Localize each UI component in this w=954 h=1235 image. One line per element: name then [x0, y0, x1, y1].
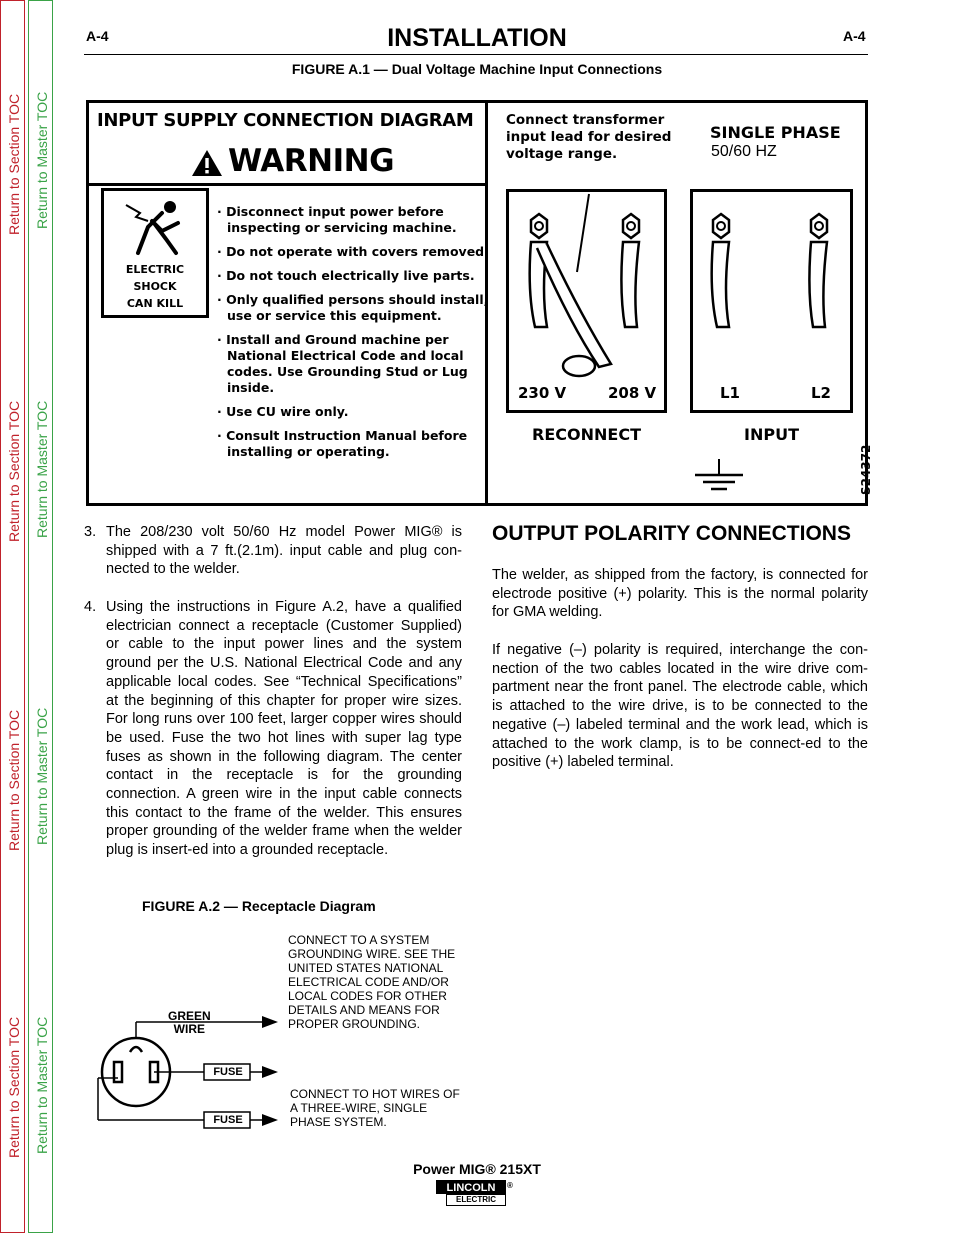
return-to-master-toc-link[interactable]: Return to Master TOC	[34, 707, 50, 845]
electric-shock-box	[101, 188, 209, 318]
warning-item: · Use CU wire only.	[217, 404, 349, 419]
return-to-section-toc-link[interactable]: Return to Section TOC	[6, 709, 22, 851]
warning-triangle-icon	[191, 149, 223, 177]
reconnect-230v-label: 230 V	[518, 384, 567, 402]
product-name: Power MIG® 215XT	[413, 1161, 541, 1177]
page-number-left: A-4	[86, 28, 109, 44]
return-to-section-toc-link[interactable]: Return to Section TOC	[6, 1016, 22, 1158]
step-number: 3.	[84, 524, 97, 540]
return-to-master-toc-link[interactable]: Return to Master TOC	[34, 1016, 50, 1154]
input-l2-label: L2	[811, 384, 831, 402]
shock-label-line: CAN KILL	[126, 297, 184, 310]
page-number-right: A-4	[843, 28, 866, 44]
lincoln-electric-logo	[436, 1180, 514, 1208]
warning-item: · Consult Instruction Manual before installing or operating.	[217, 428, 468, 459]
figure-a2-caption: FIGURE A.2 — Receptacle Diagram	[142, 898, 376, 914]
hot-wires-note: CONNECT TO HOT WIRES OF A THREE-WIRE, SINGLE PHASE SYSTEM.	[290, 1087, 460, 1129]
green-wire-label	[168, 1010, 211, 1036]
logo-top: LINCOLN	[436, 1180, 506, 1194]
step-text: The 208/230 volt 50/60 Hz model Power MIG® is shipped with a 7 ft.(2.1m). input cable and plug con-nected to the welder.	[106, 524, 462, 578]
input-terminals-icon	[693, 192, 850, 342]
registered-mark: ®	[507, 1181, 513, 1190]
output-polarity-heading: OUTPUT POLARITY CONNECTIONS	[492, 522, 851, 545]
step-item	[84, 598, 462, 860]
polarity-paragraph: If negative (–) polarity is required, interchange the con-nection of the two cables located in the wire drive com-partment near the front panel. The electrode cable, which is attached to the wire drive, is to be connected to the negative (–) labeled terminal and the work lead, which is attached to the work clamp, is to be connect-ed to the positive (+) labeled terminal.	[492, 642, 868, 771]
fuse-label: FUSE	[213, 1066, 243, 1078]
electric-shock-icon	[118, 195, 194, 261]
input-l1-label: L1	[720, 384, 740, 402]
frequency-label: 50/60 HZ	[711, 143, 777, 160]
reconnect-panel	[506, 189, 667, 413]
reconnect-208v-label: 208 V	[608, 384, 657, 402]
fuse-label: FUSE	[213, 1114, 243, 1126]
return-to-master-toc-link[interactable]: Return to Master TOC	[34, 400, 50, 538]
polarity-paragraph: The welder, as shipped from the factory, is connected for electrode positive (+) polarity. This is the normal polarity for GMA welding.	[492, 567, 868, 621]
page-title: INSTALLATION	[387, 24, 567, 52]
green-wire-label-line: WIRE	[173, 1022, 206, 1036]
warning-label: WARNING	[228, 143, 395, 179]
warning-item: · Install and Ground machine per National Electrical Code and local codes. Use Grounding Stud or Lug inside.	[217, 332, 468, 395]
reconnect-label: RECONNECT	[532, 425, 641, 444]
step-number: 4.	[84, 599, 97, 615]
return-to-section-toc-link[interactable]: Return to Section TOC	[6, 400, 22, 542]
logo-bottom: ELECTRIC	[446, 1194, 506, 1206]
warning-rule	[89, 183, 486, 186]
input-panel	[690, 189, 853, 413]
warning-item: · Disconnect input power before inspecting or servicing machine.	[217, 204, 457, 235]
input-label: INPUT	[744, 425, 799, 444]
grounding-note: CONNECT TO A SYSTEM GROUNDING WIRE. SEE THE UNITED STATES NATIONAL ELECTRICAL CODE AND/OR LOCAL CODES FOR OTHER DETAILS AND MEANS FOR PROPER GROUNDING.	[288, 933, 456, 1031]
part-number: S24372	[859, 444, 873, 495]
panel-title: INPUT SUPPLY CONNECTION DIAGRAM	[97, 110, 474, 131]
header-rule	[84, 54, 868, 55]
warning-item: · Do not touch electrically live parts.	[217, 268, 475, 283]
ground-symbol-icon	[689, 459, 749, 495]
single-phase-label: SINGLE PHASE	[710, 123, 841, 142]
figure-a1-caption: FIGURE A.1 — Dual Voltage Machine Input Connections	[291, 61, 663, 77]
shock-label-line: ELECTRIC	[125, 263, 185, 276]
return-to-master-toc-link[interactable]: Return to Master TOC	[34, 91, 50, 229]
input-supply-diagram	[86, 100, 873, 506]
shock-label-line: SHOCK	[133, 280, 177, 293]
warning-item: · Only qualified persons should install, use or service this equipment.	[217, 292, 489, 323]
step-item	[84, 523, 462, 579]
step-text: Using the instructions in Figure A.2, have a qualified electrician connect a receptacle (Customer Supplied) or cable to the input power lines and the system ground per the U.S. National Electrical Code and any applicable local codes. See “Technical Specifications” at the beginning of this chapter for proper wire sizes. For long runs over 100 feet, larger copper wires should be used. Fuse the two hot lines with super lag type fuses as shown in the following diagram. The center contact in the receptacle is for the grounding connection. A green wire in the input cable connects this contact to the frame of the welder. This ensures proper grounding of the welder frame when the welder plug is insert-ed into a grounded receptacle.	[106, 599, 462, 859]
return-to-section-toc-link[interactable]: Return to Section TOC	[6, 93, 22, 235]
green-wire-label-line: GREEN	[168, 1009, 211, 1023]
transformer-note: Connect transformer input lead for desired voltage range.	[506, 112, 672, 162]
reconnect-terminals-icon	[509, 192, 664, 382]
warning-item: · Do not operate with covers removed.	[217, 244, 489, 259]
